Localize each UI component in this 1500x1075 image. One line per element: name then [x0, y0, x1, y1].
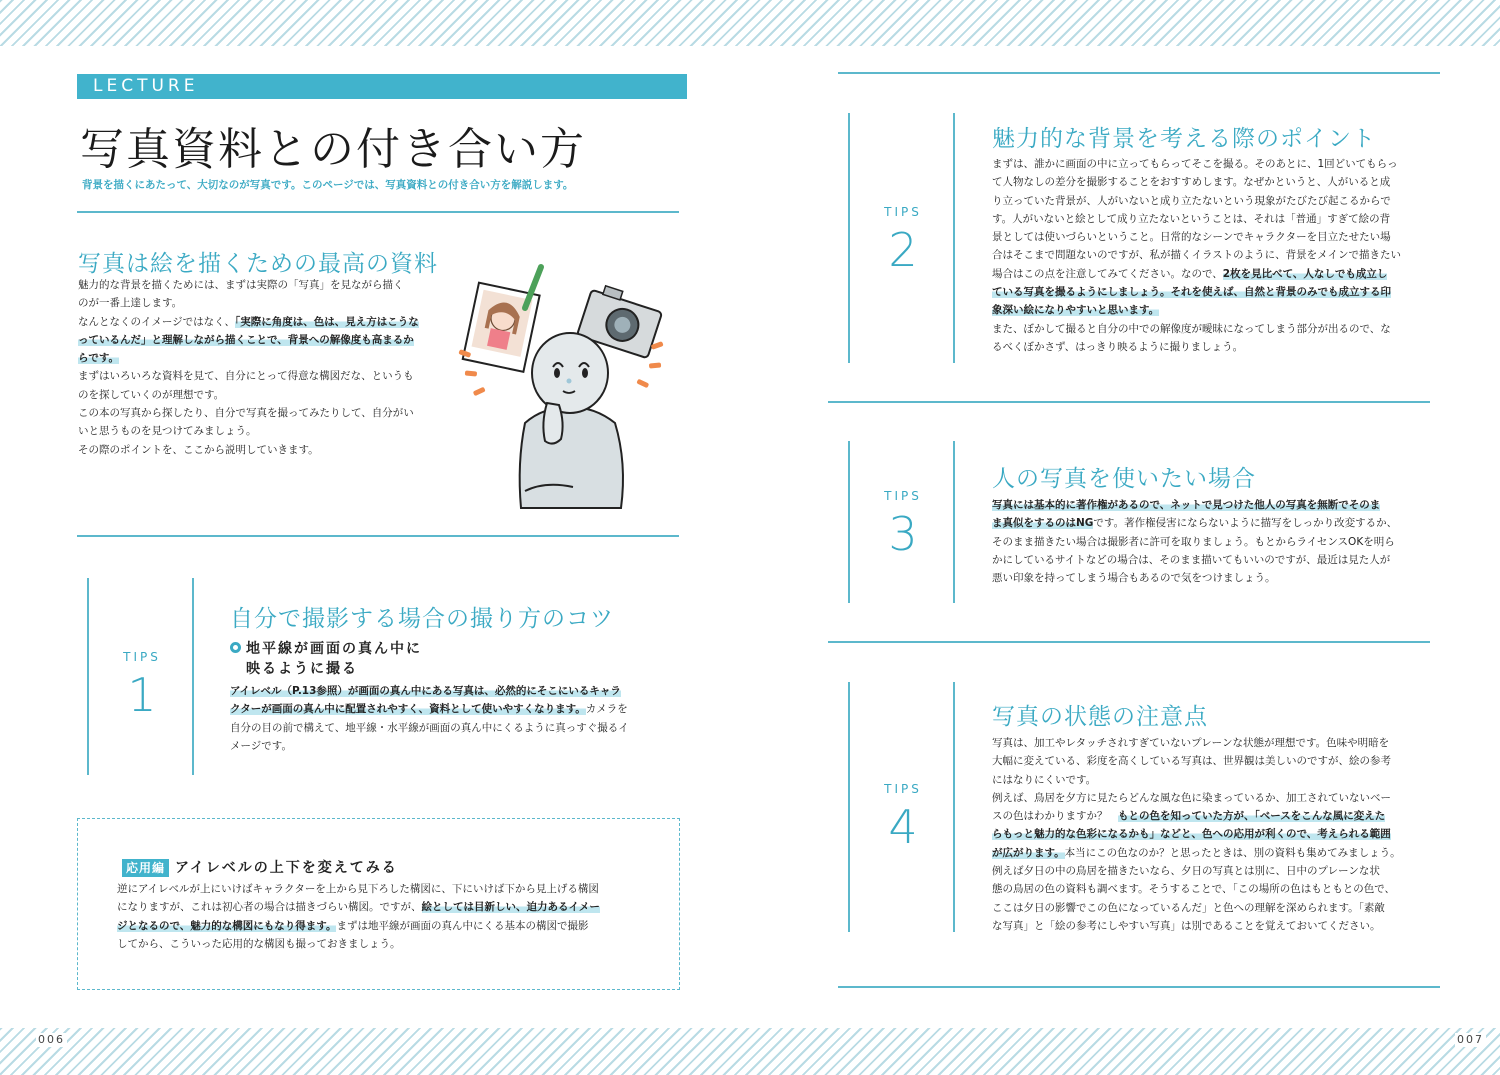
text-segment: になりますが、これは初心者の場合は描きづらい構図。ですが、: [117, 901, 422, 914]
text-line: [992, 789, 1432, 807]
text-line: [992, 496, 1432, 514]
divider: [77, 535, 679, 537]
text-line: [230, 719, 660, 737]
text-line: [78, 404, 438, 422]
text-segment: です。著作権侵害にならないように描写をしっかり改変するか、: [1093, 517, 1398, 530]
text-line: [992, 283, 1432, 301]
text-line: [117, 880, 657, 898]
text-segment: その際のポイントを、ここから説明していきます。: [78, 443, 319, 456]
text-segment: カメラを: [585, 703, 628, 716]
page-number-right: 007: [1457, 1033, 1484, 1046]
tips4-left-rule: [848, 682, 850, 932]
highlighted-text: らもっと魅力的な色彩になるかも」などと、色への応用が利くので、考えられる範囲: [992, 828, 1391, 841]
text-segment: り立っていた背景が、人がいないと成り立たないという現象がたびたび起こるからで: [992, 194, 1391, 207]
tips3-body: [992, 496, 1432, 587]
tips2-number: 2: [888, 223, 918, 277]
text-line: [992, 514, 1432, 532]
text-segment: 大幅に変えている、彩度を高くしている写真は、世界観は美しいのですが、絵の参考: [992, 755, 1391, 768]
circle-bullet-icon: [230, 642, 241, 653]
text-segment: この本の写真から探したり、自分で写真を撮ってみたりして、自分がい: [78, 407, 414, 420]
text-line: [230, 700, 660, 718]
text-line: [230, 737, 660, 755]
highlighted-text: 絵としては目新しい、迫力あるイメー: [421, 901, 600, 914]
text-line: [992, 210, 1432, 228]
text-line: [992, 862, 1432, 880]
tips3-left-rule: [848, 441, 850, 603]
text-line: [992, 155, 1432, 173]
highlighted-text: 写真には基本的に著作権があるので、ネットで見つけた他人の写真を無断でそのま: [992, 499, 1381, 511]
text-segment: 例えば、鳥居を夕方に見たらどんな風な色に染まっているか、加工されていないベー: [992, 791, 1391, 804]
tips2-left-rule: [848, 113, 850, 363]
tips3-heading: 人の写真を使いたい場合: [992, 466, 1256, 492]
text-segment: なんとなくのイメージではなく、: [78, 315, 235, 328]
text-line: [78, 349, 438, 367]
divider: [77, 211, 679, 213]
text-line: [992, 338, 1432, 356]
text-line: [992, 192, 1432, 210]
text-line: [117, 935, 657, 953]
text-line: [230, 682, 660, 700]
text-segment: 態の鳥居の色の資料も調べます。そうすることで、「この場所の色はもともとの色で、: [992, 883, 1395, 896]
text-line: [117, 917, 657, 935]
text-line: [992, 173, 1432, 191]
lecture-banner: LECTURE: [77, 74, 687, 99]
text-line: [992, 569, 1432, 587]
highlighted-text: ま真似をするのはNG: [992, 517, 1094, 530]
text-segment: のを探していくのが理想です。: [78, 388, 225, 401]
text-segment: な写真」と「絵の参考にしやすい写真」は別であることを覚えておいてください。: [992, 919, 1381, 932]
lecture-subtitle: 背景を描くにあたって、大切なのが写真です。このページでは、写真資料との付き合い方を解説します。: [82, 179, 574, 191]
page-title: 写真資料との付き合い方: [80, 124, 586, 175]
text-segment: まずは地平線が画面の真ん中にくる基本の構図で撮影: [336, 919, 589, 932]
intro-heading: 写真は絵を描くための最高の資料: [78, 251, 438, 277]
text-line: [78, 294, 438, 312]
text-line: [78, 386, 438, 404]
highlighted-text: っているんだ」と理解しながら描くことで、背景への解像度も高まるか: [78, 333, 414, 346]
text-segment: て人物なしの差分を撮影することをおすすめします。なぜかというと、人がいると成: [992, 176, 1391, 189]
text-segment: まずはいろいろな資料を見て、自分にとって得意な構図だな、というも: [78, 370, 414, 383]
text-line: [992, 880, 1432, 898]
text-line: [992, 551, 1432, 569]
highlighted-text: ジとなるので、魅力的な構図にもなり得ます。: [117, 919, 337, 932]
tips1-label: TIPS: [123, 650, 161, 664]
thinking-person-illustration: [455, 263, 675, 513]
text-line: [78, 422, 438, 440]
text-segment: メージです。: [230, 739, 292, 752]
highlighted-text: が広がります。: [992, 846, 1065, 859]
text-line: [992, 917, 1432, 935]
text-line: [992, 246, 1432, 264]
tips4-body: [992, 734, 1432, 935]
text-segment: そのまま描きたい場合は撮影者に許可を取りましょう。もとからライセンスOKを明ら: [992, 535, 1395, 548]
tips2-heading: 魅力的な背景を考える際のポイント: [992, 126, 1376, 152]
text-segment: いと思うものを見つけてみましょう。: [78, 425, 257, 438]
text-line: [78, 367, 438, 385]
tips1-heading: 自分で撮影する場合の撮り方のコツ: [230, 606, 614, 632]
tips3-number: 3: [888, 507, 918, 561]
text-line: [78, 441, 438, 459]
text-segment: スの色はわかりますか？: [992, 810, 1118, 823]
divider: [828, 641, 1430, 643]
text-segment: 合はそこまで問題ないのですが、私が描くイラストのように、背景をメインで描きたい: [992, 249, 1401, 262]
highlighted-text: 「実際に角度は、色は、見え方はこうな: [234, 315, 419, 328]
text-segment: ここは夕日の影響でこの色になっているんだ」と色への理解を深められます。「素敵: [992, 901, 1385, 914]
tips2-body: [992, 155, 1432, 356]
divider: [828, 401, 1430, 403]
text-line: [992, 228, 1432, 246]
text-segment: また、ぼかして撮ると自分の中での解像度が曖昧になってしまう部分が出るので、な: [992, 322, 1391, 335]
divider: [838, 986, 1440, 988]
tips4-number: 4: [888, 800, 918, 854]
tips3-right-rule: [953, 441, 955, 603]
highlighted-text: ている写真を撮るようにしましょう。それを使えば、自然と背景のみでも成立する印: [992, 286, 1391, 299]
text-line: [78, 313, 438, 331]
text-line: [992, 301, 1432, 319]
tips1-number: 1: [127, 668, 157, 722]
text-segment: まずは、誰かに画面の中に立ってもらってそこを撮る。そのあとに、1回どいてもらっ: [992, 158, 1398, 170]
highlighted-text: アイレベル（P.13参照）が画面の真ん中にある写真は、必然的にそこにいるキャラ: [230, 685, 621, 697]
text-line: [992, 734, 1432, 752]
text-line: [117, 898, 657, 916]
text-segment: 自分の目の前で構えて、地平線・水平線が画面の真ん中にくるように真っすぐ撮るイ: [230, 721, 629, 734]
highlighted-text: 象深い絵になりやすいと思います。: [992, 304, 1160, 317]
text-line: [992, 825, 1432, 843]
tips1-body: [230, 682, 660, 755]
text-line: [78, 331, 438, 349]
text-segment: にはなりにくいです。: [992, 773, 1097, 786]
text-line: [992, 752, 1432, 770]
text-segment: 魅力的な背景を描くためには、まずは実際の「写真」を見ながら描く: [78, 279, 404, 291]
highlighted-text: もとの色を知っていた方が、「ベースをこんな風に変えた: [1118, 810, 1386, 823]
tips2-label: TIPS: [884, 205, 922, 219]
applied-badge: 応用編: [122, 859, 169, 877]
text-segment: 場合はこの点を注意してみてください。なので、: [992, 267, 1223, 280]
text-segment: す。人がいないと絵として成り立たないということは、それは「普通」すぎて絵の背: [992, 212, 1391, 225]
tips1-right-rule: [192, 578, 194, 775]
page-number-left: 006: [38, 1033, 65, 1046]
tips4-label: TIPS: [884, 782, 922, 796]
applied-heading: 応用編 アイレベルの上下を変えてみる: [122, 857, 398, 877]
text-segment: かにしているサイトなどの場合は、そのまま描いてもいいのですが、最近は見た人が: [992, 553, 1391, 566]
tips1-subheading: 地平線が画面の真ん中に 映るように撮る: [230, 639, 422, 679]
tips4-heading: 写真の状態の注意点: [992, 704, 1208, 730]
text-line: [78, 276, 438, 294]
tips2-right-rule: [953, 113, 955, 363]
text-segment: 写真は、加工やレタッチされすぎていないプレーンな状態が理想です。色味や明暗を: [992, 737, 1390, 749]
highlighted-text: クターが画面の真ん中に配置されやすく、資料として使いやすくなります。: [230, 703, 586, 716]
text-line: [992, 533, 1432, 551]
text-line: [992, 844, 1432, 862]
divider: [838, 72, 1440, 74]
tips4-right-rule: [953, 682, 955, 932]
text-segment: るべくぼかさず、はっきり映るように撮りましょう。: [992, 340, 1244, 353]
text-segment: 悪い印象を持ってしまう場合もあるので気をつけましょう。: [992, 572, 1276, 585]
text-line: [992, 265, 1432, 283]
highlighted-text: らです。: [78, 352, 120, 365]
text-segment: してから、こういった応用的な構図も撮っておきましょう。: [117, 937, 401, 950]
bottom-stripe-band: [0, 1028, 1500, 1075]
intro-body: [78, 276, 438, 459]
text-line: [992, 771, 1432, 789]
top-stripe-band: [0, 0, 1500, 46]
text-segment: 本当にこの色なのか？と思ったときは、別の資料も集めてみましょう。: [1064, 846, 1401, 859]
text-line: [992, 899, 1432, 917]
text-segment: 例えば夕日の中の鳥居を描きたいなら、夕日の写真とは別に、日中のプレーンな状: [992, 865, 1380, 878]
text-line: [992, 320, 1432, 338]
applied-body: [117, 880, 657, 953]
highlighted-text: 2枚を見比べて、人なしでも成立し: [1222, 267, 1388, 280]
text-segment: のが一番上達します。: [78, 297, 183, 310]
text-segment: 景としては使いづらいということ。日常的なシーンでキャラクターを目立たせたい場: [992, 231, 1391, 244]
text-segment: 逆にアイレベルが上にいけばキャラクターを上から見下ろした構図に、下にいけば下から見上げる構図: [117, 883, 599, 895]
text-line: [992, 807, 1432, 825]
tips3-label: TIPS: [884, 489, 922, 503]
tips1-left-rule: [87, 578, 89, 775]
